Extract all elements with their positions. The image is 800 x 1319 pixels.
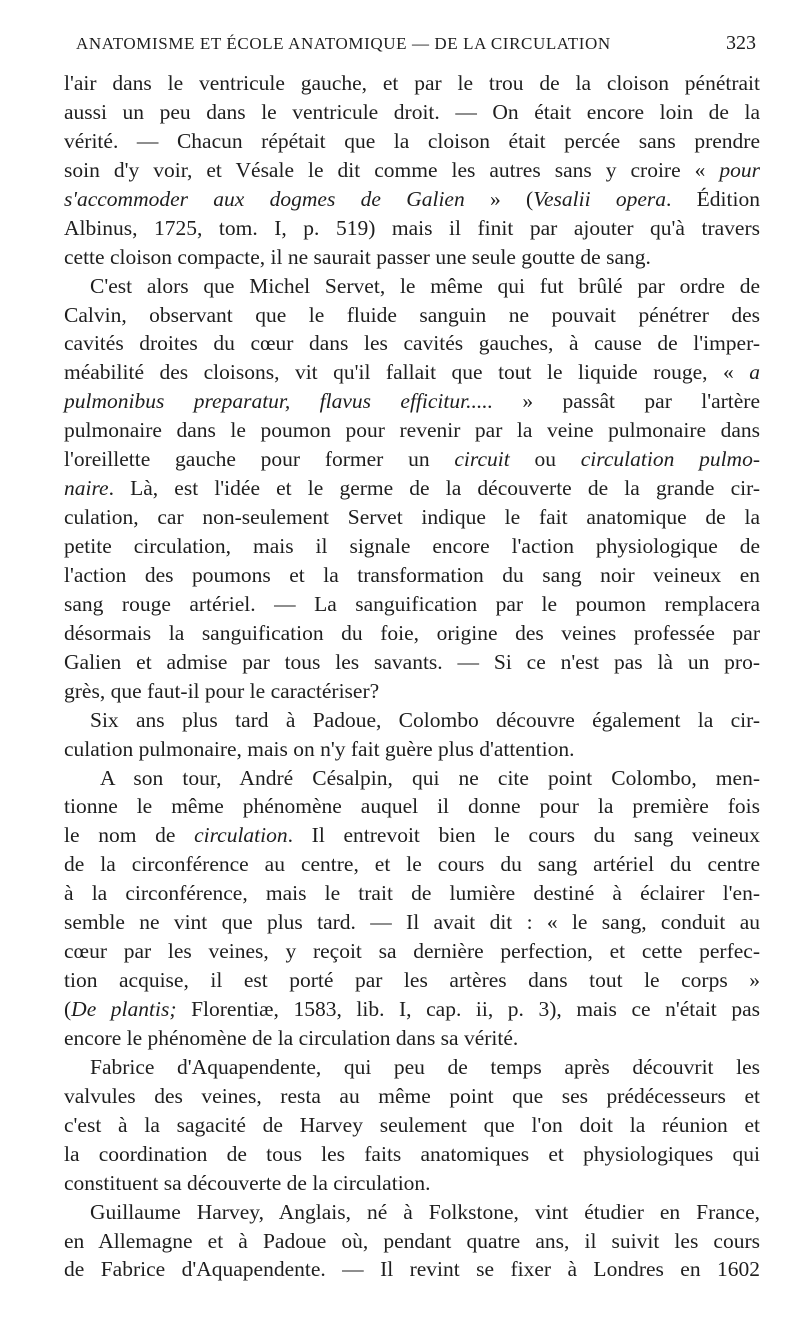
text-segment: la coordination de tous les faits anatomiques et physiologiques qui bbox=[64, 1141, 760, 1166]
text-segment: Six ans plus tard à Padoue, Colombo découvre également la cir- bbox=[90, 707, 760, 732]
text-segment: soin d'y voir, et Vésale le dit comme les autres sans y croire « bbox=[64, 157, 720, 182]
text-line bbox=[64, 908, 760, 937]
text-segment: ou bbox=[509, 447, 581, 472]
italic-text: De plantis; bbox=[71, 997, 177, 1021]
text-segment: grès, que faut-il pour le caractériser? bbox=[64, 678, 380, 703]
text-segment: . Édition bbox=[666, 186, 760, 211]
text-line bbox=[64, 127, 760, 156]
text-segment: Fabrice d'Aquapendente, qui peu de temps après découvrit les bbox=[90, 1054, 760, 1079]
text-line bbox=[64, 243, 760, 272]
text-line bbox=[64, 648, 760, 677]
body-text bbox=[64, 69, 760, 1284]
text-segment: » ( bbox=[464, 186, 534, 211]
running-title: ANATOMISME ET ÉCOLE ANATOMIQUE — DE LA CIRCULATION bbox=[76, 34, 611, 53]
text-line bbox=[64, 995, 760, 1024]
text-line bbox=[64, 445, 760, 474]
text-line bbox=[64, 416, 760, 445]
italic-text: circulation pulmo- bbox=[580, 447, 760, 472]
italic-text: circuit bbox=[454, 447, 510, 472]
italic-text: pour bbox=[719, 157, 760, 182]
text-segment: cœur par les veines, y reçoit sa dernière perfection, et cette perfec- bbox=[64, 939, 760, 964]
text-segment: cavités droites du cœur dans les cavités gauches, à cause de l'imper- bbox=[64, 331, 760, 356]
page-number: 323 bbox=[726, 32, 756, 54]
text-segment: de Fabrice d'Aquapendente. — Il revint se fixer à Londres en 1602 bbox=[64, 1257, 760, 1282]
text-line bbox=[64, 185, 760, 214]
text-segment: désormais la sanguification du foie, origine des veines professée par bbox=[64, 620, 760, 645]
text-segment: le nom de bbox=[64, 823, 195, 848]
text-segment: valvules des veines, resta au même point que ses prédécesseurs et bbox=[64, 1083, 760, 1108]
text-line bbox=[64, 1227, 760, 1256]
italic-text: s'accommoder aux dogmes de Galien bbox=[64, 186, 465, 211]
text-segment: Galien et admise par tous les savants. — Si ce n'est pas là un pro- bbox=[64, 649, 760, 674]
running-header bbox=[64, 34, 756, 60]
text-segment: tionne le même phénomène auquel il donne pour la première fois bbox=[64, 794, 760, 819]
text-line bbox=[64, 1169, 760, 1198]
text-line bbox=[64, 764, 760, 793]
text-segment: cette cloison compacte, il ne saurait passer une seule goutte de sang. bbox=[64, 244, 651, 269]
text-segment: l'oreillette gauche pour former un bbox=[64, 447, 455, 472]
text-segment: ( bbox=[64, 997, 72, 1021]
text-segment: A son tour, André Césalpin, qui ne cite point Colombo, men- bbox=[100, 765, 760, 790]
text-line bbox=[64, 879, 760, 908]
text-segment: de la circonférence au centre, et le cours du sang artériel du centre bbox=[64, 852, 760, 877]
text-segment: . Il entrevoit bien le cours du sang veineux bbox=[287, 823, 760, 848]
text-line bbox=[64, 387, 760, 416]
text-segment: c'est à la sagacité de Harvey seulement que l'on doit la réunion et bbox=[64, 1112, 760, 1137]
text-line bbox=[64, 1111, 760, 1140]
text-segment: Calvin, observant que le fluide sanguin ne pouvait pénétrer des bbox=[64, 302, 760, 327]
text-line bbox=[64, 735, 760, 764]
text-line bbox=[64, 98, 760, 127]
text-segment: . Là, est l'idée et le germe de la découverte de la grande cir- bbox=[108, 476, 760, 501]
text-segment: aussi un peu dans le ventricule droit. — On était encore loin de la bbox=[64, 99, 760, 124]
text-line bbox=[64, 69, 760, 98]
text-line bbox=[64, 677, 760, 706]
text-line bbox=[64, 474, 760, 503]
text-line bbox=[64, 1053, 760, 1082]
text-line bbox=[64, 1140, 760, 1169]
text-segment: l'air dans le ventricule gauche, et par le trou de la cloison pénétrait bbox=[64, 71, 760, 95]
text-line bbox=[64, 156, 760, 185]
text-line bbox=[64, 821, 760, 850]
text-line bbox=[64, 214, 760, 243]
text-segment: constituent sa découverte de la circulation. bbox=[64, 1170, 431, 1195]
text-line bbox=[64, 301, 760, 330]
text-line bbox=[64, 1082, 760, 1111]
text-segment: petite circulation, mais il signale encore l'action physiologique de bbox=[64, 534, 760, 558]
text-segment: culation, car non-seulement Servet indique le fait anatomique de la bbox=[64, 505, 760, 530]
text-segment: à la circonférence, mais le trait de lumière destiné à éclairer l'en- bbox=[64, 881, 760, 906]
text-line bbox=[64, 272, 760, 301]
text-line bbox=[64, 1255, 760, 1284]
italic-text: circulation bbox=[194, 823, 288, 848]
text-segment: » passât par l'artère bbox=[492, 389, 760, 414]
italic-text: naire bbox=[64, 476, 109, 501]
text-line bbox=[64, 1198, 760, 1227]
text-segment: semble ne vint que plus tard. — Il avait dit : « le sang, conduit au bbox=[64, 910, 760, 935]
text-segment: Florentiæ, 1583, lib. I, cap. ii, p. 3), mais ce n'était pas bbox=[176, 997, 760, 1021]
text-line bbox=[64, 503, 760, 532]
text-line bbox=[64, 358, 760, 387]
text-line bbox=[64, 619, 760, 648]
text-segment: Albinus, 1725, tom. I, p. 519) mais il finit par ajouter qu'à travers bbox=[64, 215, 760, 240]
italic-text: pulmonibus preparatur, flavus efficitur..... bbox=[64, 389, 493, 414]
text-segment: pulmonaire dans le poumon pour revenir par la veine pulmonaire dans bbox=[64, 418, 760, 443]
text-segment: culation pulmonaire, mais on n'y fait guère plus d'attention. bbox=[64, 736, 575, 761]
text-segment: tion acquise, il est porté par les artères dans tout le corps » bbox=[64, 968, 760, 993]
italic-text: Vesalii opera bbox=[533, 186, 666, 211]
text-line bbox=[64, 329, 760, 358]
text-segment: vérité. — Chacun répétait que la cloison était percée sans prendre bbox=[64, 128, 760, 153]
text-segment: sang rouge artériel. — La sanguification par le poumon remplacera bbox=[64, 591, 760, 616]
text-segment: en Allemagne et à Padoue où, pendant quatre ans, il suivit les cours bbox=[64, 1228, 760, 1253]
text-line bbox=[64, 532, 760, 561]
text-line bbox=[64, 561, 760, 590]
text-line bbox=[64, 706, 760, 735]
text-segment: méabilité des cloisons, vit qu'il fallait que tout le liquide rouge, « bbox=[64, 360, 750, 385]
text-line bbox=[64, 966, 760, 995]
text-segment: Guillaume Harvey, Anglais, né à Folkstone, vint étudier en France, bbox=[90, 1199, 760, 1224]
text-line bbox=[64, 850, 760, 879]
italic-text: a bbox=[749, 360, 760, 385]
text-line bbox=[64, 937, 760, 966]
text-segment: l'action des poumons et la transformation du sang noir veineux en bbox=[64, 562, 760, 587]
text-segment: C'est alors que Michel Servet, le même qui fut brûlé par ordre de bbox=[90, 273, 760, 298]
text-segment: encore le phénomène de la circulation dans sa vérité. bbox=[64, 1025, 519, 1050]
text-line bbox=[64, 792, 760, 821]
text-line bbox=[64, 1024, 760, 1053]
text-line bbox=[64, 590, 760, 619]
